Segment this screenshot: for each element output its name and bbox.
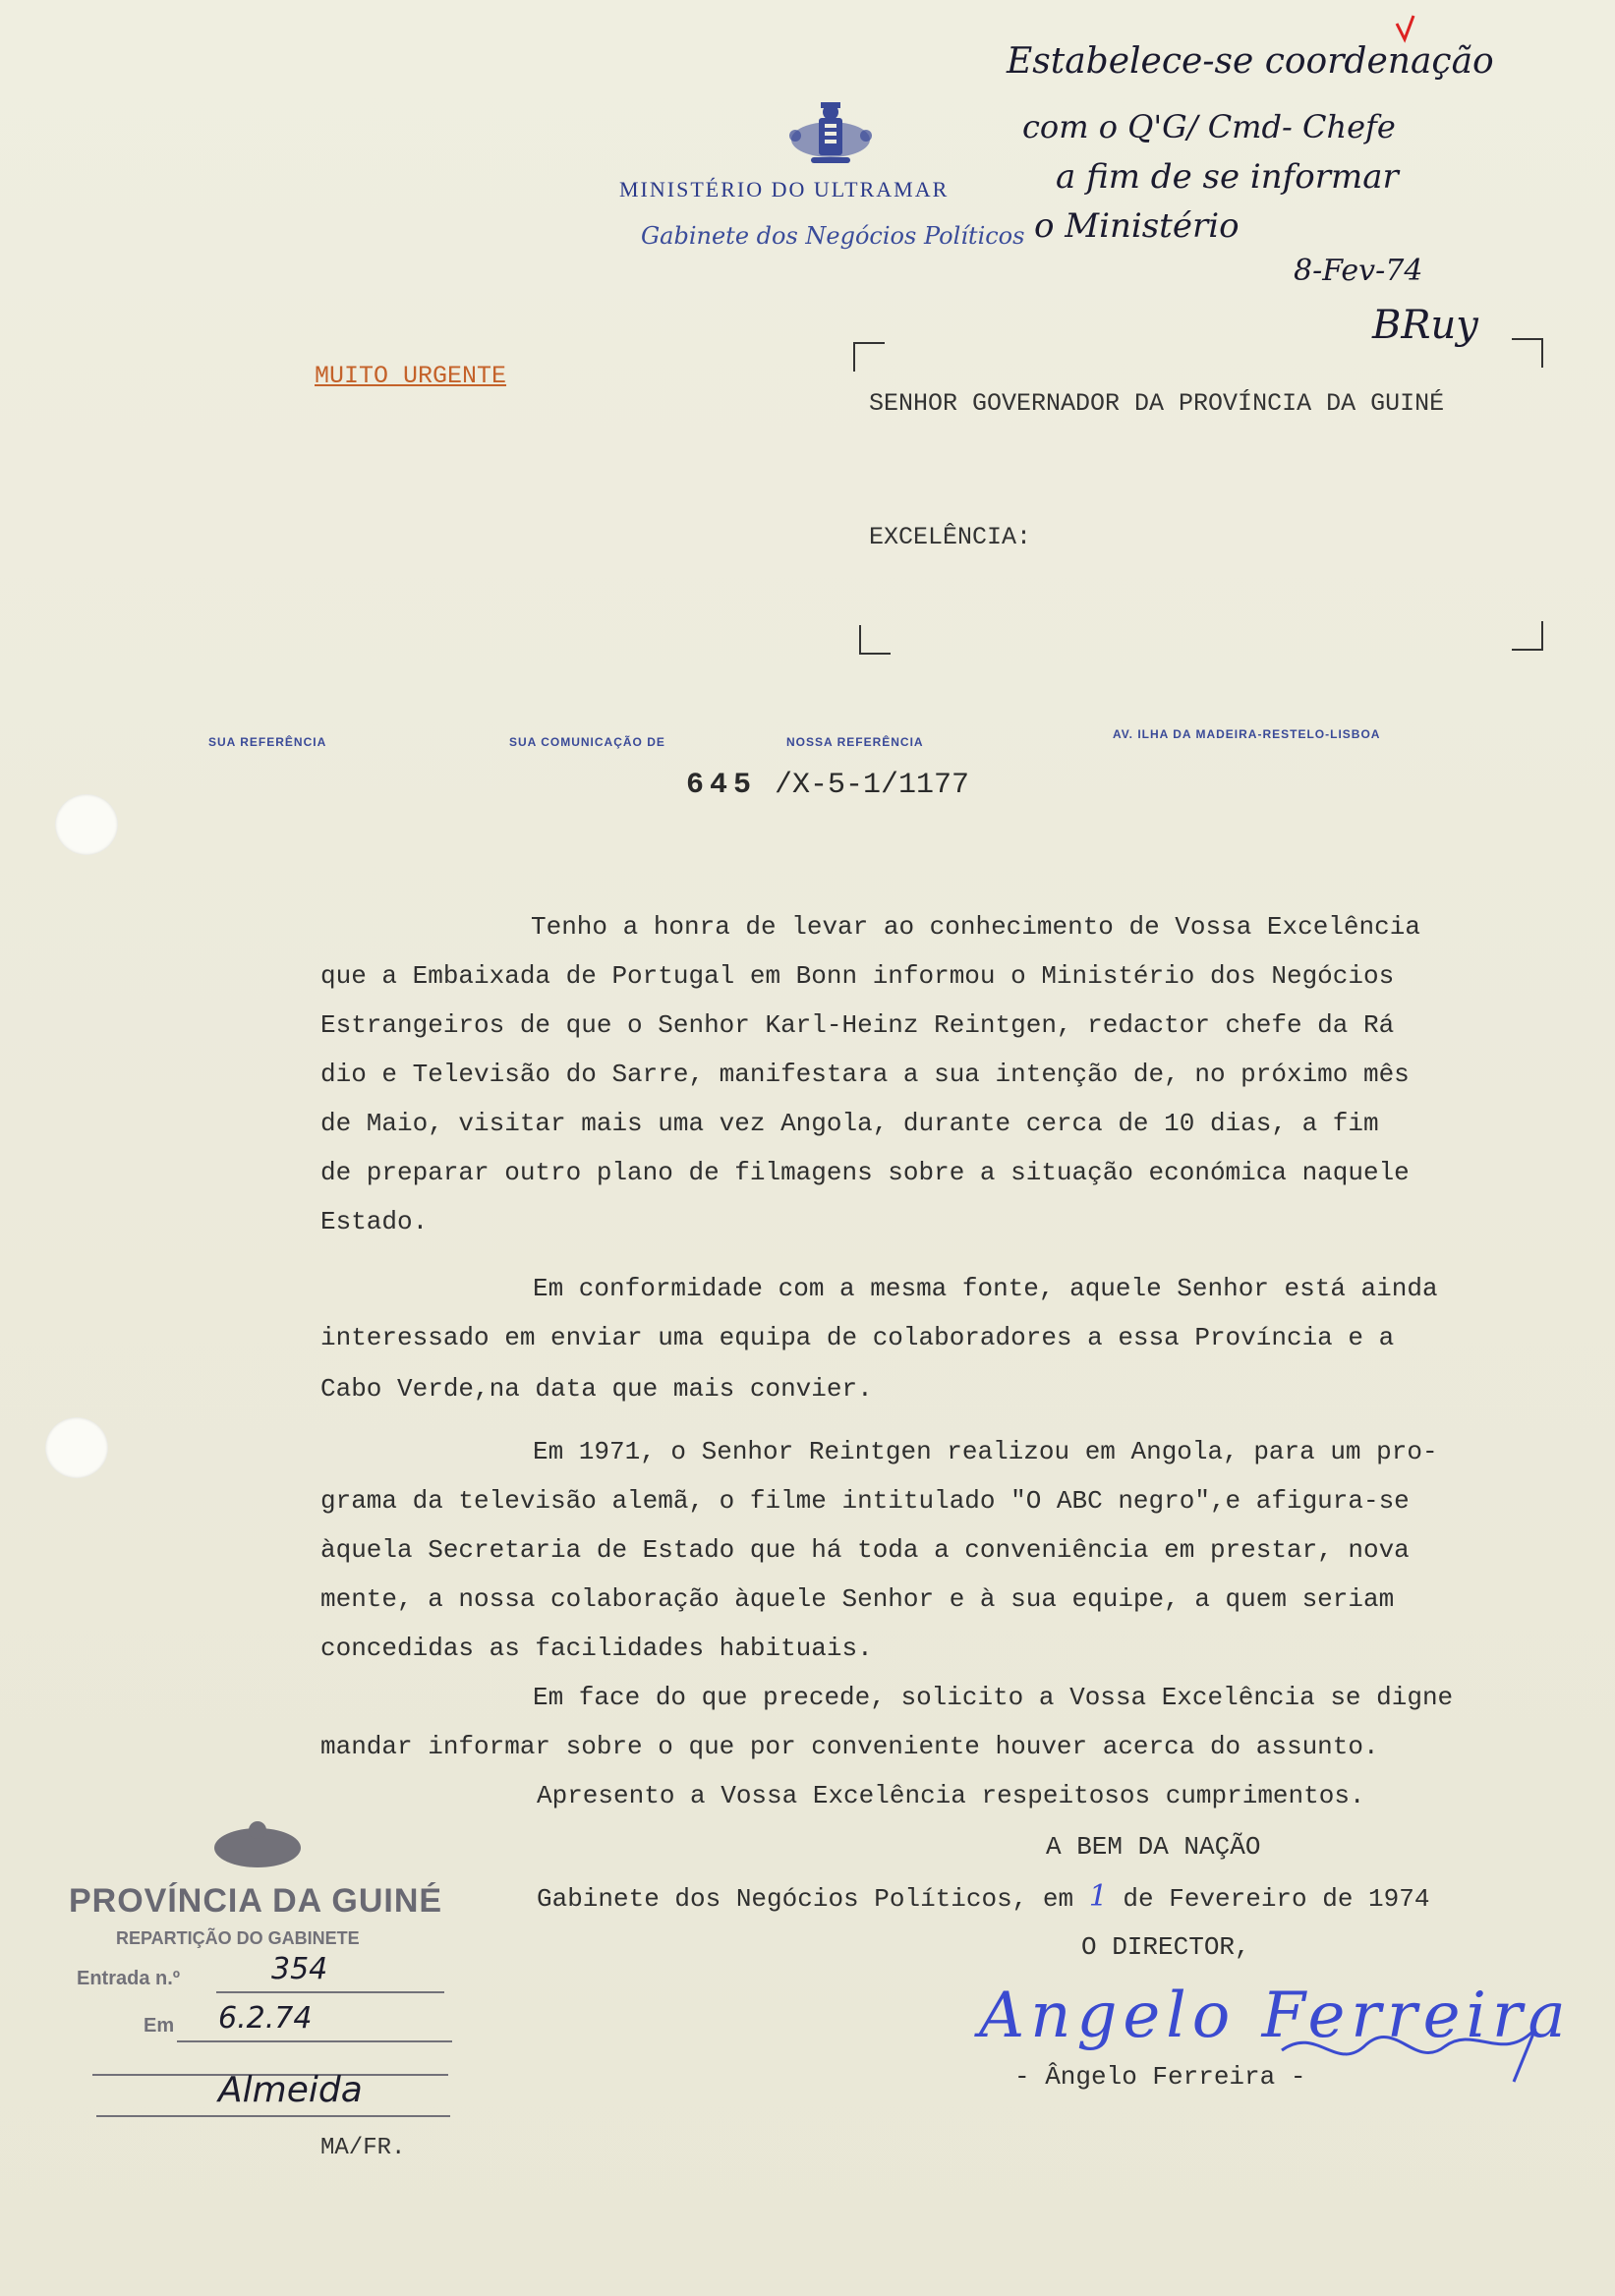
reference-number-code: /X-5-1/1177 [775,769,970,802]
director-title: O DIRECTOR, [1081,1932,1250,1962]
p3-line-3: àquela Secretaria de Estado que há toda a conveniência em prestar, nova [320,1535,1410,1565]
handwritten-note-signature: BRuy [1372,303,1478,348]
handwritten-note-line-3: a fim de se informar [1056,157,1399,197]
stamp-sign-rule-bottom [96,2115,450,2117]
p1-line-2: que a Embaixada de Portugal em Bonn informou o Ministério dos Negócios [320,961,1395,991]
stamp-date-rule [177,2040,452,2042]
punch-hole-top [55,794,118,855]
p1-line-4: dio e Televisão do Sarre, manifestara a sua intenção de, no próximo mês [320,1060,1410,1089]
punch-hole-bottom [45,1417,108,1478]
p3-line-2: grama da televisão alemã, o filme intitulado "O ABC negro",e afigura-se [320,1486,1410,1516]
checkmark-icon [1394,14,1417,43]
p2-line-1: Em conformidade com a mesma fonte, aquele Senhor está ainda [533,1274,1438,1303]
p3-line-4: mente, a nossa colaboração àquele Senhor e à sua equipe, a quem seriam [320,1584,1395,1614]
ref-header-sua-referencia: SUA REFERÊNCIA [208,735,327,749]
p3-line-1: Em 1971, o Senhor Reintgen realizou em Angola, para um pro- [533,1437,1438,1466]
closing-place-date-suffix: de Fevereiro de 1974 [1123,1884,1430,1914]
ref-header-address: AV. ILHA DA MADEIRA-RESTELO-LISBOA [1113,727,1381,741]
stamp-entry-value: 354 [271,1952,328,1986]
closing-place-date-prefix: Gabinete dos Negócios Políticos, em [537,1884,1074,1914]
p5-line: Apresento a Vossa Excelência respeitosos cumprimentos. [537,1781,1365,1810]
p1-line-6: de preparar outro plano de filmagens sobre a situação económica naquele [320,1158,1410,1187]
p2-line-2: interessado em enviar uma equipa de colaboradores a essa Província e a [320,1323,1395,1352]
stamp-signature: Almeida [218,2070,363,2110]
address-corner-top-right [1512,338,1543,368]
stamp-emblem-icon [208,1818,307,1877]
ministry-name: MINISTÉRIO DO ULTRAMAR [619,177,950,201]
handwritten-note-line-1: Estabelece-se coordenação [1007,41,1494,82]
addressee-line: SENHOR GOVERNADOR DA PROVÍNCIA DA GUINÉ [869,389,1445,418]
coat-of-arms-icon [781,96,880,175]
address-corner-bottom-left [859,625,891,655]
stamp-subtitle: REPARTIÇÃO DO GABINETE [116,1928,360,1948]
urgency-label: MUITO URGENTE [315,362,507,390]
stamp-date-value: 6.2.74 [218,2001,313,2036]
typist-initials: MA/FR. [320,2135,406,2161]
p1-line-5: de Maio, visitar mais uma vez Angola, durante cerca de 10 dias, a fim [320,1109,1379,1138]
address-corner-bottom-right [1512,621,1543,651]
stamp-entry-rule [216,1991,444,1993]
closing-place-date [537,1879,1429,1914]
address-corner-top-left [853,342,885,372]
p1-line-3: Estrangeiros de que o Senhor Karl-Heinz Reintgen, redactor chefe da Rá [320,1010,1395,1040]
ref-header-nossa-referencia: NOSSA REFERÊNCIA [786,735,924,749]
p1-line-1: Tenho a honra de levar ao conhecimento de Vossa Excelência [531,912,1420,942]
ref-header-sua-comunicacao: SUA COMUNICAÇÃO DE [509,735,665,749]
reference-number [686,769,969,802]
handwritten-note-line-2: com o Q'G/ Cmd- Chefe [1022,108,1396,145]
director-name: - Ângelo Ferreira - [1014,2062,1306,2092]
director-signature: Angelo Ferreira [979,1980,1572,2052]
signature-flourish-icon [1278,2005,1543,2094]
cabinet-name: Gabinete dos Negócios Políticos [641,222,1025,250]
stamp-entry-label: Entrada n.º [77,1968,181,1989]
p4-line-2: mandar informar sobre o que por conveniente houver acerca do assunto. [320,1732,1379,1761]
stamp-date-label: Em [144,2015,175,2037]
handwritten-note-line-4: o Ministério [1034,206,1240,246]
closing-motto: A BEM DA NAÇÃO [1046,1832,1261,1862]
closing-day: 1 [1088,1879,1108,1914]
stamp-title: PROVÍNCIA DA GUINÉ [69,1882,443,1920]
handwritten-note-date: 8-Fev-74 [1294,254,1423,288]
p4-line-1: Em face do que precede, solicito a Vossa Excelência se digne [533,1683,1454,1712]
salutation: EXCELÊNCIA: [869,523,1032,551]
p1-line-7: Estado. [320,1207,429,1236]
receipt-stamp [69,1818,462,2143]
reference-number-main: 645 [686,769,758,802]
p3-line-5: concedidas as facilidades habituais. [320,1634,873,1663]
p2-line-3: Cabo Verde,na data que mais convier. [320,1374,873,1404]
